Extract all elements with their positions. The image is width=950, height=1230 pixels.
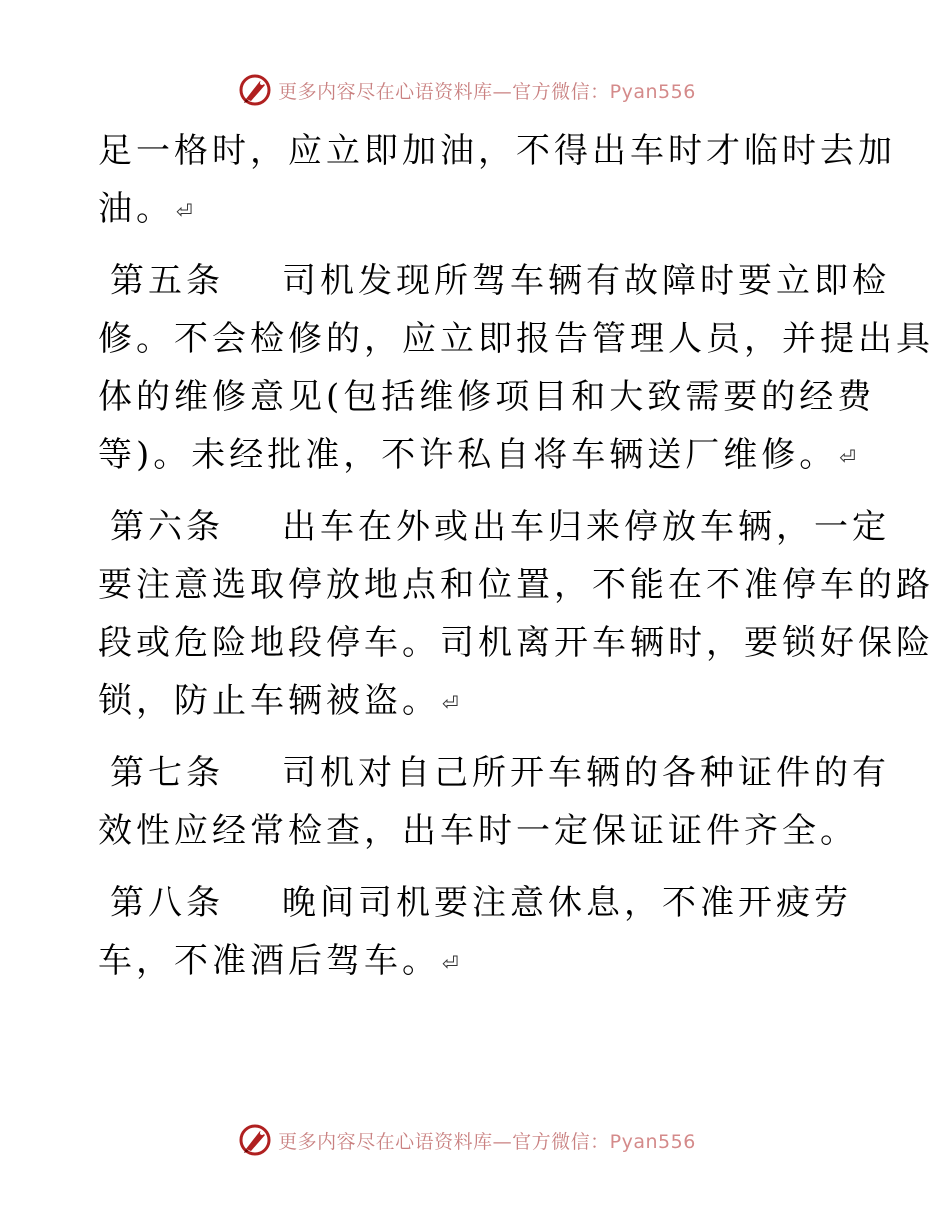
paragraph-mark-icon: ⏎: [176, 199, 193, 223]
text-line: 第六条 出车在外或出车归来停放车辆，一定: [98, 498, 858, 556]
text-line: 车，不准酒后驾车。 ⏎: [98, 932, 858, 990]
document-body: [98, 122, 934, 1004]
article-number: 第六条: [110, 507, 224, 547]
article-number: 第五条: [110, 261, 224, 301]
pen-logo-icon: [238, 73, 272, 107]
text-line: 段或危险地段停车。司机离开车辆时，要锁好保险: [98, 623, 934, 663]
article-7: [98, 744, 890, 860]
text-line: 修。不会检修的，应立即报告管理人员，并提出具: [98, 319, 934, 359]
watermark-text: 更多内容尽在心语资料库—官方微信：Pyan556: [278, 80, 696, 103]
article-8: [98, 874, 858, 990]
article-6: [98, 498, 934, 730]
pen-logo-icon: [238, 1123, 272, 1157]
paragraph-continuation: [98, 122, 896, 238]
paragraph-mark-icon: ⏎: [442, 691, 459, 715]
text-line: 效性应经常检查，出车时一定保证证件齐全。: [98, 811, 858, 851]
text-line: 油。 ⏎: [98, 180, 858, 238]
article-number: 第八条: [110, 883, 224, 923]
text-line: 体的维修意见(包括维修项目和大致需要的经费: [98, 377, 876, 417]
article-number: 第七条: [110, 753, 224, 793]
watermark-text: 更多内容尽在心语资料库—官方微信：Pyan556: [278, 1130, 696, 1153]
text-line: 第五条 司机发现所驾车辆有故障时要立即检: [98, 252, 858, 310]
text-line: 等)。未经批准，不许私自将车辆送厂维修。 ⏎: [98, 426, 858, 484]
text-line: 第七条 司机对自己所开车辆的各种证件的有: [98, 744, 858, 802]
text-line: 第八条 晚间司机要注意休息，不准开疲劳: [98, 874, 858, 932]
text-line: 锁，防止车辆被盗。 ⏎: [98, 672, 858, 730]
footer-watermark: [0, 1120, 950, 1160]
text-line: 要注意选取停放地点和位置，不能在不准停车的路: [98, 565, 934, 605]
paragraph-mark-icon: ⏎: [839, 445, 857, 469]
text-line: 足一格时，应立即加油，不得出车时才临时去加: [98, 131, 896, 171]
paragraph-mark-icon: ⏎: [442, 951, 459, 975]
article-5: [98, 252, 934, 484]
header-watermark: [0, 70, 950, 110]
